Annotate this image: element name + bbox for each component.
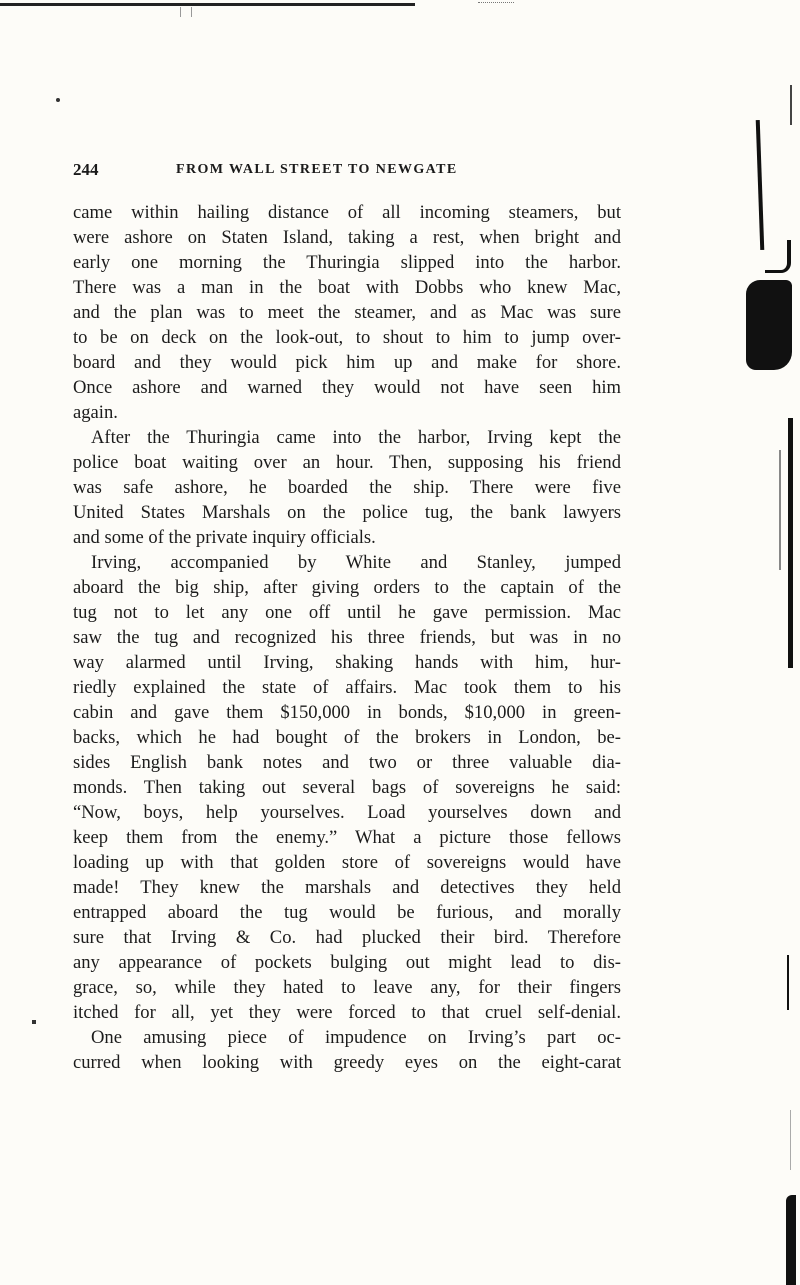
text-line: came within hailing distance of all incoming steamers, but: [73, 202, 621, 223]
text-line: entrapped aboard the tug would be furious, and morally: [73, 902, 621, 923]
binding-shadow-mark: [779, 450, 781, 570]
text-line: saw the tug and recognized his three friends, but was in no: [73, 627, 621, 648]
text-line: board and they would pick him up and make for shore.: [73, 352, 621, 373]
text-line: to be on deck on the look-out, to shout to him to jump over-: [73, 327, 621, 348]
page-number: 244: [73, 160, 99, 179]
body-text: [73, 200, 621, 1075]
text-line: were ashore on Staten Island, taking a rest, when bright and: [73, 227, 621, 248]
paragraph: [73, 200, 621, 425]
top-edge-mark: [180, 7, 192, 17]
text-line: made! They knew the marshals and detectives they held: [73, 877, 621, 898]
text-line: was safe ashore, he boarded the ship. There were five: [73, 477, 621, 498]
binding-shadow-mark: [790, 85, 792, 125]
text-line: way alarmed until Irving, shaking hands with him, hur-: [73, 652, 621, 673]
text-line: There was a man in the boat with Dobbs who knew Mac,: [73, 277, 621, 298]
text-line: sure that Irving & Co. had plucked their bird. Therefore: [73, 927, 621, 948]
text-line: aboard the big ship, after giving orders to the captain of the: [73, 577, 621, 598]
margin-speck: [56, 98, 60, 102]
text-line: keep them from the enemy.” What a picture those fellows: [73, 827, 621, 848]
text-line: again.: [73, 402, 118, 423]
text-line: any appearance of pockets bulging out might lead to dis-: [73, 952, 621, 973]
text-line: itched for all, yet they were forced to that cruel self-denial.: [73, 1002, 621, 1023]
binding-shadow-mark: [788, 418, 793, 668]
text-line: riedly explained the state of affairs. Mac took them to his: [73, 677, 621, 698]
text-line: and some of the private inquiry officials.: [73, 527, 376, 548]
text-line: grace, so, while they hated to leave any, for their fingers: [73, 977, 621, 998]
text-line: monds. Then taking out several bags of sovereigns he said:: [73, 777, 621, 798]
binding-shadow-mark: [765, 240, 791, 273]
top-edge-rule: [0, 3, 415, 6]
paragraph: [73, 550, 621, 1025]
running-head: FROM WALL STREET TO NEWGATE: [176, 162, 458, 177]
text-line: sides English bank notes and two or three valuable dia-: [73, 752, 621, 773]
text-line: United States Marshals on the police tug, the bank lawyers: [73, 502, 621, 523]
text-line: tug not to let any one off until he gave permission. Mac: [73, 602, 621, 623]
top-edge-smudge: [478, 2, 514, 13]
text-line: early one morning the Thuringia slipped into the harbor.: [73, 252, 621, 273]
text-line: Irving, accompanied by White and Stanley, jumped: [91, 552, 621, 573]
binding-shadow-mark: [756, 120, 765, 250]
text-line: backs, which he had bought of the brokers in London, be-: [73, 727, 621, 748]
binding-shadow-mark: [746, 280, 792, 370]
text-line: curred when looking with greedy eyes on the eight-carat: [73, 1052, 621, 1073]
paragraph: [73, 1025, 621, 1075]
binding-shadow-mark: [790, 1110, 791, 1170]
text-line: cabin and gave them $150,000 in bonds, $10,000 in green-: [73, 702, 621, 723]
binding-shadow-mark: [786, 1195, 796, 1285]
text-line: Once ashore and warned they would not have seen him: [73, 377, 621, 398]
paragraph: [73, 425, 621, 550]
text-line: and the plan was to meet the steamer, and as Mac was sure: [73, 302, 621, 323]
text-line: loading up with that golden store of sovereigns would have: [73, 852, 621, 873]
margin-speck: [32, 1020, 36, 1024]
page-header: [73, 160, 621, 184]
text-line: police boat waiting over an hour. Then, supposing his friend: [73, 452, 621, 473]
text-line: After the Thuringia came into the harbor, Irving kept the: [91, 427, 621, 448]
binding-shadow-mark: [787, 955, 789, 1010]
text-line: One amusing piece of impudence on Irving’s part oc-: [91, 1027, 621, 1048]
text-line: “Now, boys, help yourselves. Load yourselves down and: [73, 802, 621, 823]
